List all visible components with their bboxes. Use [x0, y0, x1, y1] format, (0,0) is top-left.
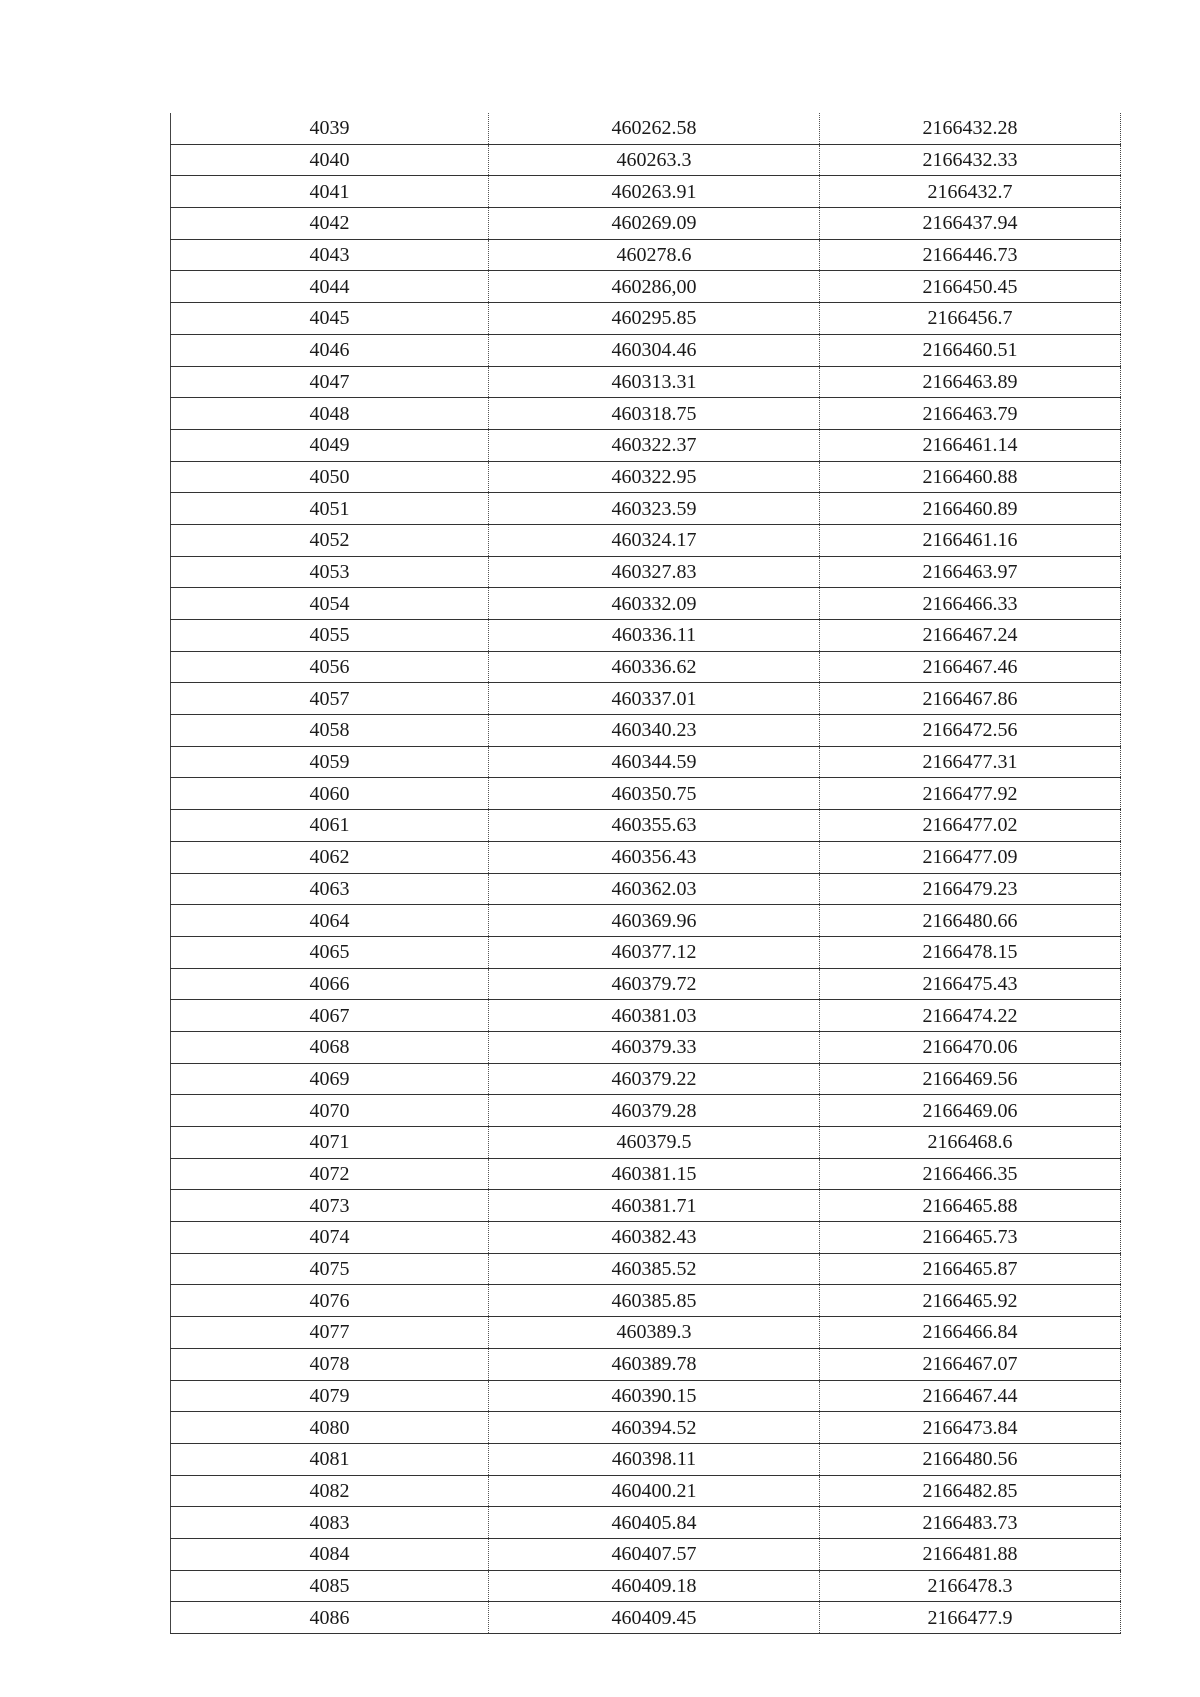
y-coordinate-cell: 2166460.89 [820, 493, 1121, 525]
point-id-cell: 4058 [171, 715, 489, 747]
x-coordinate-cell: 460304.46 [489, 334, 820, 366]
y-coordinate-cell: 2166479.23 [820, 873, 1121, 905]
point-id-cell: 4053 [171, 556, 489, 588]
table-row [171, 715, 1121, 747]
y-coordinate-cell: 2166467.44 [820, 1380, 1121, 1412]
x-coordinate-cell: 460398.11 [489, 1443, 820, 1475]
y-coordinate-cell: 2166482.85 [820, 1475, 1121, 1507]
table-row [171, 524, 1121, 556]
point-id-cell: 4059 [171, 746, 489, 778]
point-id-cell: 4049 [171, 429, 489, 461]
point-id-cell: 4080 [171, 1412, 489, 1444]
point-id-cell: 4069 [171, 1063, 489, 1095]
x-coordinate-cell: 460379.72 [489, 968, 820, 1000]
point-id-cell: 4054 [171, 588, 489, 620]
y-coordinate-cell: 2166463.97 [820, 556, 1121, 588]
x-coordinate-cell: 460278.6 [489, 239, 820, 271]
y-coordinate-cell: 2166473.84 [820, 1412, 1121, 1444]
y-coordinate-cell: 2166474.22 [820, 1000, 1121, 1032]
y-coordinate-cell: 2166461.16 [820, 524, 1121, 556]
y-coordinate-cell: 2166480.66 [820, 905, 1121, 937]
table-row [171, 239, 1121, 271]
point-id-cell: 4064 [171, 905, 489, 937]
point-id-cell: 4055 [171, 620, 489, 652]
point-id-cell: 4068 [171, 1031, 489, 1063]
y-coordinate-cell: 2166456.7 [820, 303, 1121, 335]
x-coordinate-cell: 460313.31 [489, 366, 820, 398]
point-id-cell: 4085 [171, 1570, 489, 1602]
table-row [171, 1095, 1121, 1127]
table-row [171, 683, 1121, 715]
point-id-cell: 4083 [171, 1507, 489, 1539]
y-coordinate-cell: 2166467.24 [820, 620, 1121, 652]
x-coordinate-cell: 460407.57 [489, 1538, 820, 1570]
x-coordinate-cell: 460379.28 [489, 1095, 820, 1127]
point-id-cell: 4067 [171, 1000, 489, 1032]
x-coordinate-cell: 460355.63 [489, 810, 820, 842]
table-row [171, 620, 1121, 652]
point-id-cell: 4046 [171, 334, 489, 366]
table-row [171, 810, 1121, 842]
y-coordinate-cell: 2166466.33 [820, 588, 1121, 620]
coordinates-table [170, 113, 1121, 1634]
y-coordinate-cell: 2166483.73 [820, 1507, 1121, 1539]
point-id-cell: 4041 [171, 176, 489, 208]
x-coordinate-cell: 460379.22 [489, 1063, 820, 1095]
x-coordinate-cell: 460318.75 [489, 398, 820, 430]
point-id-cell: 4072 [171, 1158, 489, 1190]
x-coordinate-cell: 460385.85 [489, 1285, 820, 1317]
y-coordinate-cell: 2166467.46 [820, 651, 1121, 683]
y-coordinate-cell: 2166467.07 [820, 1348, 1121, 1380]
table-row [171, 1190, 1121, 1222]
point-id-cell: 4062 [171, 841, 489, 873]
x-coordinate-cell: 460356.43 [489, 841, 820, 873]
x-coordinate-cell: 460390.15 [489, 1380, 820, 1412]
x-coordinate-cell: 460336.11 [489, 620, 820, 652]
y-coordinate-cell: 2166437.94 [820, 208, 1121, 240]
y-coordinate-cell: 2166460.51 [820, 334, 1121, 366]
y-coordinate-cell: 2166465.88 [820, 1190, 1121, 1222]
table-row [171, 1602, 1121, 1634]
table-row [171, 651, 1121, 683]
y-coordinate-cell: 2166465.92 [820, 1285, 1121, 1317]
y-coordinate-cell: 2166463.89 [820, 366, 1121, 398]
y-coordinate-cell: 2166468.6 [820, 1127, 1121, 1159]
x-coordinate-cell: 460379.5 [489, 1127, 820, 1159]
table-row [171, 429, 1121, 461]
table-row [171, 841, 1121, 873]
point-id-cell: 4070 [171, 1095, 489, 1127]
y-coordinate-cell: 2166465.87 [820, 1253, 1121, 1285]
x-coordinate-cell: 460323.59 [489, 493, 820, 525]
y-coordinate-cell: 2166469.56 [820, 1063, 1121, 1095]
y-coordinate-cell: 2166432.7 [820, 176, 1121, 208]
y-coordinate-cell: 2166446.73 [820, 239, 1121, 271]
table-row [171, 873, 1121, 905]
x-coordinate-cell: 460350.75 [489, 778, 820, 810]
y-coordinate-cell: 2166480.56 [820, 1443, 1121, 1475]
point-id-cell: 4073 [171, 1190, 489, 1222]
y-coordinate-cell: 2166470.06 [820, 1031, 1121, 1063]
table-row [171, 1538, 1121, 1570]
coordinates-table-body [171, 113, 1121, 1634]
x-coordinate-cell: 460332.09 [489, 588, 820, 620]
table-row [171, 208, 1121, 240]
table-row [171, 271, 1121, 303]
table-row [171, 366, 1121, 398]
x-coordinate-cell: 460262.58 [489, 113, 820, 144]
y-coordinate-cell: 2166472.56 [820, 715, 1121, 747]
y-coordinate-cell: 2166432.33 [820, 144, 1121, 176]
y-coordinate-cell: 2166478.3 [820, 1570, 1121, 1602]
y-coordinate-cell: 2166432.28 [820, 113, 1121, 144]
point-id-cell: 4061 [171, 810, 489, 842]
x-coordinate-cell: 460295.85 [489, 303, 820, 335]
table-row [171, 968, 1121, 1000]
point-id-cell: 4081 [171, 1443, 489, 1475]
point-id-cell: 4065 [171, 936, 489, 968]
point-id-cell: 4043 [171, 239, 489, 271]
x-coordinate-cell: 460369.96 [489, 905, 820, 937]
x-coordinate-cell: 460269.09 [489, 208, 820, 240]
point-id-cell: 4084 [171, 1538, 489, 1570]
y-coordinate-cell: 2166463.79 [820, 398, 1121, 430]
y-coordinate-cell: 2166461.14 [820, 429, 1121, 461]
table-row [171, 1253, 1121, 1285]
table-row [171, 1348, 1121, 1380]
table-row [171, 493, 1121, 525]
point-id-cell: 4076 [171, 1285, 489, 1317]
point-id-cell: 4077 [171, 1317, 489, 1349]
x-coordinate-cell: 460263.3 [489, 144, 820, 176]
x-coordinate-cell: 460340.23 [489, 715, 820, 747]
point-id-cell: 4052 [171, 524, 489, 556]
point-id-cell: 4039 [171, 113, 489, 144]
table-row [171, 905, 1121, 937]
x-coordinate-cell: 460405.84 [489, 1507, 820, 1539]
point-id-cell: 4051 [171, 493, 489, 525]
table-row [171, 1570, 1121, 1602]
table-row [171, 1158, 1121, 1190]
point-id-cell: 4078 [171, 1348, 489, 1380]
x-coordinate-cell: 460385.52 [489, 1253, 820, 1285]
y-coordinate-cell: 2166466.35 [820, 1158, 1121, 1190]
table-row [171, 176, 1121, 208]
y-coordinate-cell: 2166477.02 [820, 810, 1121, 842]
table-row [171, 334, 1121, 366]
y-coordinate-cell: 2166465.73 [820, 1222, 1121, 1254]
point-id-cell: 4060 [171, 778, 489, 810]
point-id-cell: 4048 [171, 398, 489, 430]
point-id-cell: 4086 [171, 1602, 489, 1634]
y-coordinate-cell: 2166477.31 [820, 746, 1121, 778]
table-row [171, 556, 1121, 588]
point-id-cell: 4071 [171, 1127, 489, 1159]
x-coordinate-cell: 460377.12 [489, 936, 820, 968]
x-coordinate-cell: 460381.71 [489, 1190, 820, 1222]
point-id-cell: 4047 [171, 366, 489, 398]
table-row [171, 144, 1121, 176]
y-coordinate-cell: 2166481.88 [820, 1538, 1121, 1570]
table-row [171, 936, 1121, 968]
x-coordinate-cell: 460337.01 [489, 683, 820, 715]
table-row [171, 1127, 1121, 1159]
table-row [171, 1443, 1121, 1475]
point-id-cell: 4042 [171, 208, 489, 240]
point-id-cell: 4066 [171, 968, 489, 1000]
x-coordinate-cell: 460394.52 [489, 1412, 820, 1444]
x-coordinate-cell: 460362.03 [489, 873, 820, 905]
point-id-cell: 4057 [171, 683, 489, 715]
table-row [171, 588, 1121, 620]
x-coordinate-cell: 460389.3 [489, 1317, 820, 1349]
point-id-cell: 4075 [171, 1253, 489, 1285]
y-coordinate-cell: 2166477.92 [820, 778, 1121, 810]
table-row [171, 746, 1121, 778]
table-row [171, 1000, 1121, 1032]
point-id-cell: 4063 [171, 873, 489, 905]
x-coordinate-cell: 460322.37 [489, 429, 820, 461]
point-id-cell: 4082 [171, 1475, 489, 1507]
x-coordinate-cell: 460327.83 [489, 556, 820, 588]
point-id-cell: 4045 [171, 303, 489, 335]
x-coordinate-cell: 460324.17 [489, 524, 820, 556]
x-coordinate-cell: 460344.59 [489, 746, 820, 778]
x-coordinate-cell: 460409.45 [489, 1602, 820, 1634]
x-coordinate-cell: 460409.18 [489, 1570, 820, 1602]
y-coordinate-cell: 2166450.45 [820, 271, 1121, 303]
table-row [171, 1507, 1121, 1539]
x-coordinate-cell: 460389.78 [489, 1348, 820, 1380]
x-coordinate-cell: 460382.43 [489, 1222, 820, 1254]
point-id-cell: 4040 [171, 144, 489, 176]
x-coordinate-cell: 460286,00 [489, 271, 820, 303]
y-coordinate-cell: 2166460.88 [820, 461, 1121, 493]
point-id-cell: 4050 [171, 461, 489, 493]
y-coordinate-cell: 2166477.9 [820, 1602, 1121, 1634]
table-row [171, 1380, 1121, 1412]
point-id-cell: 4074 [171, 1222, 489, 1254]
table-row [171, 303, 1121, 335]
table-row [171, 1063, 1121, 1095]
y-coordinate-cell: 2166469.06 [820, 1095, 1121, 1127]
table-row [171, 1031, 1121, 1063]
x-coordinate-cell: 460381.15 [489, 1158, 820, 1190]
x-coordinate-cell: 460381.03 [489, 1000, 820, 1032]
y-coordinate-cell: 2166467.86 [820, 683, 1121, 715]
x-coordinate-cell: 460322.95 [489, 461, 820, 493]
table-row [171, 461, 1121, 493]
table-row [171, 1317, 1121, 1349]
point-id-cell: 4079 [171, 1380, 489, 1412]
table-row [171, 113, 1121, 144]
table-row [171, 778, 1121, 810]
y-coordinate-cell: 2166475.43 [820, 968, 1121, 1000]
x-coordinate-cell: 460263.91 [489, 176, 820, 208]
point-id-cell: 4056 [171, 651, 489, 683]
table-row [171, 398, 1121, 430]
point-id-cell: 4044 [171, 271, 489, 303]
y-coordinate-cell: 2166477.09 [820, 841, 1121, 873]
table-row [171, 1412, 1121, 1444]
x-coordinate-cell: 460336.62 [489, 651, 820, 683]
y-coordinate-cell: 2166478.15 [820, 936, 1121, 968]
x-coordinate-cell: 460379.33 [489, 1031, 820, 1063]
x-coordinate-cell: 460400.21 [489, 1475, 820, 1507]
table-row [171, 1222, 1121, 1254]
y-coordinate-cell: 2166466.84 [820, 1317, 1121, 1349]
table-row [171, 1285, 1121, 1317]
table-row [171, 1475, 1121, 1507]
